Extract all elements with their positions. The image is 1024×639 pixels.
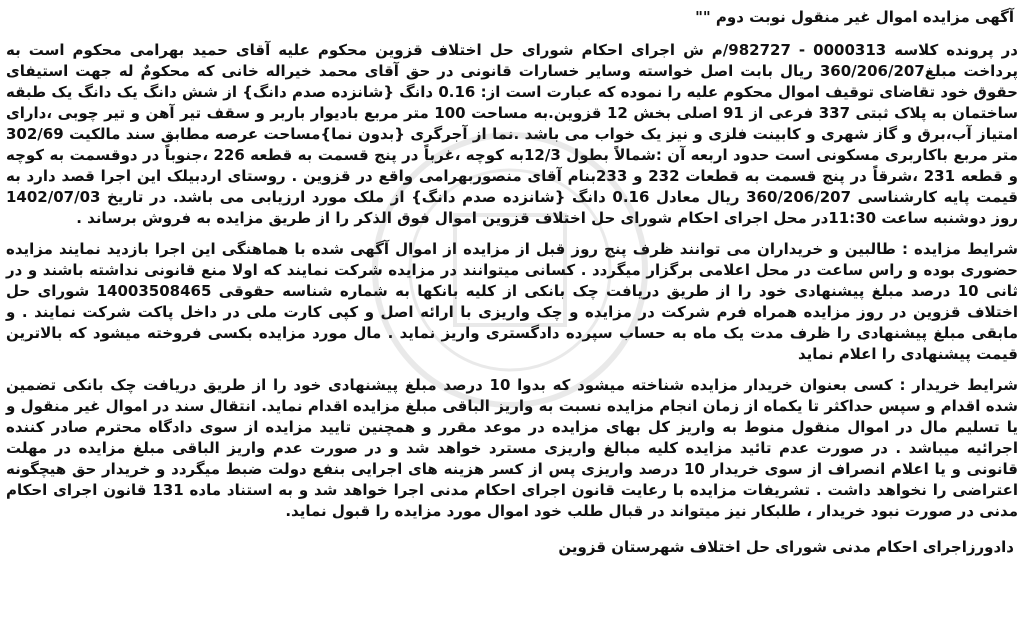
case-paragraph: در پرونده کلاسه 0000313 - 982727/م ش اجرای احکام شورای حل اختلاف قزوین محکوم علیه آقای حمید بهرامی محکوم است به پرداخت مبلغ360/206/207 ریال بابت اصل خواسته وسایر خسارات قانونی در حق آقای محمد خیراله خانی که محکومٌ له جهت استیفای حقوق خود تقاضای توقیف اموال محکوم علیه را نموده که عبارت است از: 0.16 دانگ {شانزده صدم دانگ} از شش دانگ یک دانگ یک طبقه ساختمان به پلاک ثبتی 337 فرعی از 91 اصلی بخش 12 قزوین.به مساحت 100 متر مربع بادیوار باربر و سقف تیر آهن و تیر چوبی ،دارای امتیاز آب،برق و گاز شهری و کابینت فلزی و نیز یک خواب می باشد .نما از آجرگری {بدون نما}مساحت عرصه مطابق سند مالکیت 302/69 متر مربع باکاربری مسکونی است حدود اربعه آن :شمالاً بطول 12/3به کوچه ،غرباً در پنج قسمت به قطعه 226 ،جنوباً در دوقسمت به کوچه و قطعه 231 ،شرقاً در پنج قسمت به قطعات 232 و 233بنام آقای منصوربهرامی واقع در قزوین . روستای اردبیلک این اجرا قصد دارد به قیمت پایه کارشناسی 360/206/207 ریال معادل 0.16 دانگ {شانزده صدم دانگ} از ملک مورد ارزیابی می باشد. در تاریخ 1402/07/03 روز دوشنبه ساعت 11:30در محل اجرای احکام شورای حل اختلاف قزوین اموال فوق الذکر را از طریق مزایده به فروش برساند . bbox=[6, 41, 1018, 227]
notice-title: آگهی مزایده اموال غیر منقول نوبت دوم "" bbox=[695, 8, 1014, 26]
auction-conditions-paragraph: شرایط مزایده : طالبین و خریداران می توانند ظرف پنج روز قبل از مزایده از اموال آگهی شده با هماهنگی این اجرا بازدید نمایند مزایده حضوری بوده و راس ساعت در محل اعلامی برگزار میگردد . کسانی میتوانند در مزایده شرکت نمایند که اولا منع قانونی نداشته باشند و در ثانی 10 درصد مبلغ پیشنهادی خود را از طریق دریافت چک بانکی از کلیه بانکها به شماره شناسه حقوقی 14003508465 شورای حل اختلاف قزوین در روز مزایده همراه فرم شرکت در مزایده و چک واریزی با ارائه اصل و کپی کارت ملی در داخل پاکت شرکت نمایند . و مابقی مبلغ پیشنهادی را ظرف مدت یک ماه به حساب سپرده دادگستری واریز نماید . مال مورد مزایده بکسی فروخته میشود که بالاترین قیمت پیشنهادی را اعلام نماید bbox=[6, 240, 1018, 363]
signature-line: دادورزاجرای احکام مدنی شورای حل اختلاف شهرستان قزوین bbox=[558, 538, 1014, 556]
buyer-conditions-paragraph: شرایط خریدار : کسی بعنوان خریدار مزایده شناخته میشود که بدوا 10 درصد مبلغ پیشنهادی خود را از طریق دریافت چک بانکی تضمین شده اقدام و سپس حداکثر تا یکماه از زمان انجام مزایده نسبت به واریز الباقی مبلغ مزایده اقدام نماید. انتقال سند در اموال غیر منقول و یا تسلیم مال در اموال منقول منوط به واریز کل بهای مزایده در موعد مقرر و همچنین تایید مزایده از سوی دادگاه محترم صادر کننده اجرائیه میباشد . در صورت عدم تائید مزایده کلیه مبالغ واریزی مسترد خواهد شد و در صورت عدم واریز الباقی مبلغ مزایده در مهلت قانونی و یا اعلام انصراف از سوی خریدار 10 درصد واریزی پس از کسر هزینه های اجرایی بنفع دولت ضبط میگردد و خریدار حق هیچگونه اعتراضی را نخواهد داشت . تشریفات مزایده با رعایت قانون اجرای احکام مدنی اجرا خواهد شد و به استناد ماده 131 قانون اجرای احکام مدنی در صورت نبود خریدار ، طلبکار نیز میتواند در قبال طلب خود اموال مورد مزایده را قبول نماید. bbox=[6, 376, 1018, 520]
